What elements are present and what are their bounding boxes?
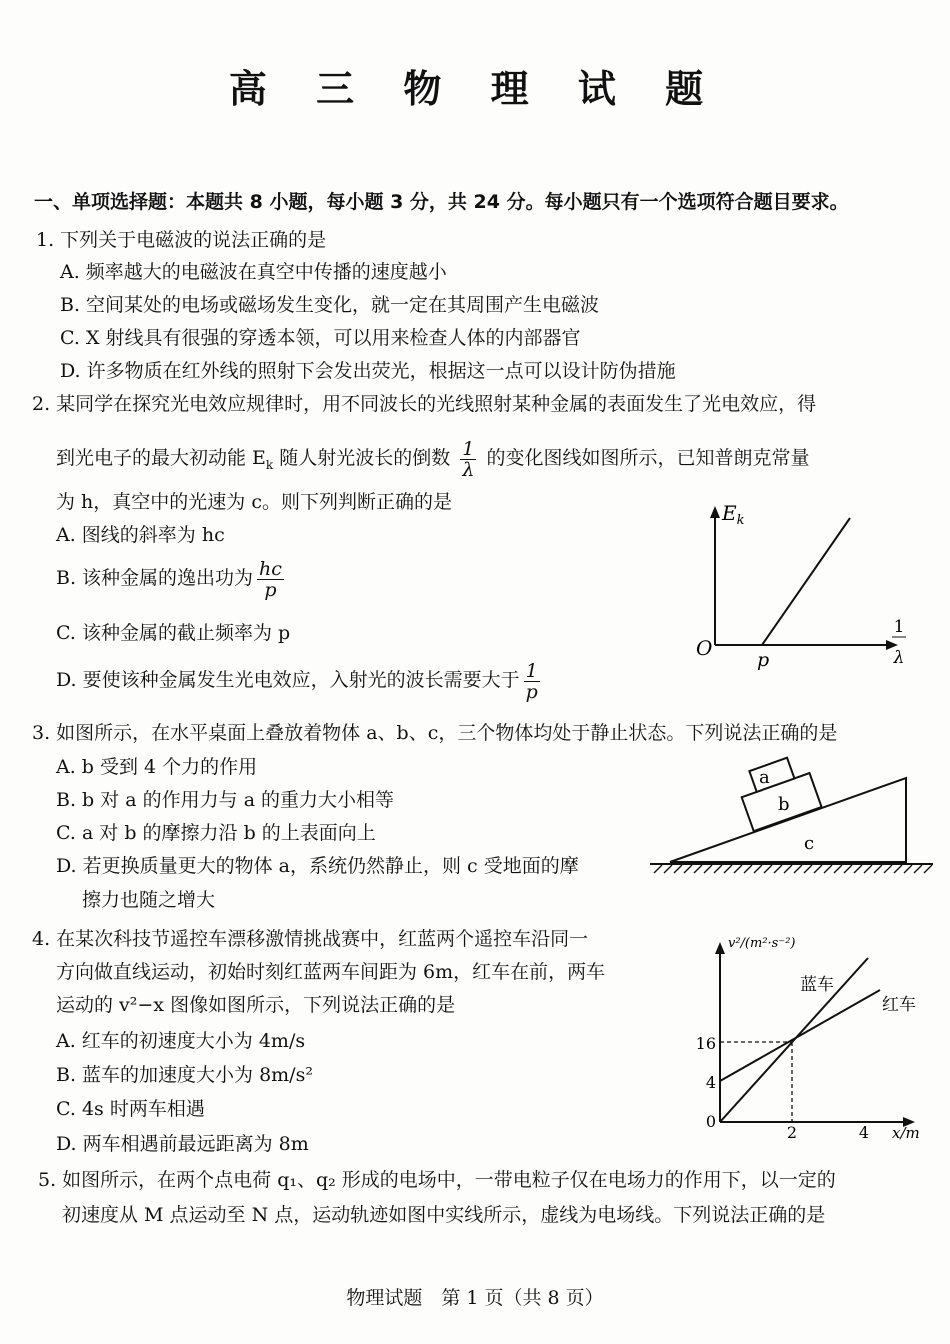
q4-blue-label: 蓝车 bbox=[800, 975, 834, 995]
q2-ek-subscript: k bbox=[265, 457, 274, 472]
q2-option-d: D. 要使该种金属发生光电效应，入射光的波长需要大于 $\frac{1}{p}$ bbox=[56, 659, 538, 703]
q2-option-b: B. 该种金属的逸出功为 $\frac{hc}{p}$ bbox=[56, 557, 282, 601]
q2-ek-graph bbox=[690, 500, 920, 680]
q4-option-b: B. 蓝车的加速度大小为 8m/s² bbox=[56, 1064, 313, 1086]
q2-fraction-1-over-p: $\frac{1}{p}$ bbox=[525, 659, 538, 703]
q5-stem-line1: 5. 如图所示，在两个点电荷 q₁、q₂ 形成的电场中，一带电粒子仅在电场力的作用下，以一定的 bbox=[38, 1169, 836, 1191]
q4-option-c: C. 4s 时两车相遇 bbox=[56, 1098, 205, 1120]
q2-stem-line1: 2. 某同学在探究光电效应规律时，用不同波长的光线照射某种金属的表面发生了光电效应，得 bbox=[32, 393, 817, 415]
q4-red-label: 红车 bbox=[882, 995, 916, 1015]
q3-option-b: B. b 对 a 的作用力与 a 的重力大小相等 bbox=[56, 789, 395, 811]
q3-label-a: a bbox=[759, 767, 770, 788]
q2-stem-line3: 为 h，真空中的光速为 c。则下列判断正确的是 bbox=[56, 491, 452, 513]
q1-option-a: A. 频率越大的电磁波在真空中传播的速度越小 bbox=[60, 261, 447, 283]
q2-stem-line2 bbox=[56, 436, 809, 487]
q4-ytick-16: 16 bbox=[695, 1034, 716, 1053]
q2-stem-part3: 的变化图线如图所示，已知普朗克常量 bbox=[486, 447, 810, 469]
q4-option-a: A. 红车的初速度大小为 4m/s bbox=[56, 1030, 306, 1052]
q2-y-label: $E_k$ bbox=[722, 501, 745, 528]
q2-stem-part1: 到光电子的最大初动能 E bbox=[56, 447, 266, 469]
q4-ytick-4: 4 bbox=[705, 1073, 716, 1092]
q2-y-arrow-icon bbox=[710, 506, 720, 518]
q3-option-d-line1: D. 若更换质量更大的物体 a，系统仍然静止，则 c 受地面的摩 bbox=[56, 855, 579, 877]
q3-incline-figure bbox=[648, 756, 938, 881]
q3-label-b: b bbox=[778, 794, 790, 815]
q4-ytick-0: 0 bbox=[705, 1112, 716, 1131]
q2-fraction-hc-over-p: $\frac{hc}{p}$ bbox=[259, 557, 282, 601]
q3-ground-hatching bbox=[654, 865, 932, 873]
q3-option-a: A. b 受到 4 个力的作用 bbox=[56, 756, 258, 778]
q2-ek-line bbox=[762, 518, 850, 645]
q1-option-b: B. 空间某处的电场或磁场发生变化，就一定在其周围产生电磁波 bbox=[60, 294, 600, 316]
q2-p-label: p bbox=[757, 649, 770, 671]
q4-red-line bbox=[720, 990, 880, 1081]
q2-option-a: A. 图线的斜率为 hc bbox=[56, 524, 225, 546]
q2-stem-part2: 随人射光波长的倒数 bbox=[273, 447, 451, 469]
q1-option-d: D. 许多物质在红外线的照射下会发出荧光，根据这一点可以设计防伪措施 bbox=[60, 360, 676, 382]
q3-label-c: c bbox=[804, 833, 815, 854]
q4-x-label: x/m bbox=[892, 1124, 920, 1142]
q4-xtick-2: 2 bbox=[786, 1123, 798, 1142]
q4-option-d: D. 两车相遇前最远距离为 8m bbox=[56, 1133, 309, 1155]
q3-option-d-line2: 擦力也随之增大 bbox=[82, 889, 216, 911]
q4-v2x-graph bbox=[692, 928, 937, 1143]
q4-stem-line2: 方向做直线运动，初始时刻红蓝两车间距为 6m，红车在前，两车 bbox=[56, 961, 606, 983]
q4-y-label: v²/(m²·s⁻²) bbox=[728, 936, 796, 951]
q4-stem-line1: 4. 在某次科技节遥控车漂移激情挑战赛中，红蓝两个遥控车沿同一 bbox=[32, 928, 589, 950]
q2-option-c: C. 该种金属的截止频率为 p bbox=[56, 622, 291, 644]
q2-origin-label: O bbox=[696, 636, 713, 660]
q1-stem: 1. 下列关于电磁波的说法正确的是 bbox=[36, 229, 327, 251]
q5-stem-line2: 初速度从 M 点运动至 N 点，运动轨迹如图中实线所示，虚线为电场线。下列说法正确的是 bbox=[62, 1204, 826, 1226]
q2-x-label-den: λ bbox=[893, 648, 905, 668]
section-heading: 一、单项选择题：本题共 8 小题，每小题 3 分，共 24 分。每小题只有一个选项符合题目要求。 bbox=[34, 191, 849, 213]
q4-stem-line3: 运动的 v²−x 图像如图所示，下列说法正确的是 bbox=[56, 994, 456, 1016]
page-title: 高 三 物 理 试 题 bbox=[228, 67, 722, 111]
q2-x-label-num: 1 bbox=[893, 617, 905, 637]
page-footer: 物理试题 第 1 页（共 8 页） bbox=[346, 1287, 604, 1309]
q4-y-arrow-icon bbox=[715, 942, 725, 954]
q1-option-c: C. X 射线具有很强的穿透本领，可以用来检查人体的内部器官 bbox=[60, 327, 581, 349]
q3-stem: 3. 如图所示，在水平桌面上叠放着物体 a、b、c，三个物体均处于静止状态。下列说法正确的是 bbox=[32, 722, 838, 744]
q2-fraction-inverse-lambda: $\frac{1}{\lambda}$ bbox=[462, 437, 475, 481]
q3-option-c: C. a 对 b 的摩擦力沿 b 的上表面向上 bbox=[56, 822, 376, 844]
q4-xtick-4: 4 bbox=[858, 1123, 870, 1142]
